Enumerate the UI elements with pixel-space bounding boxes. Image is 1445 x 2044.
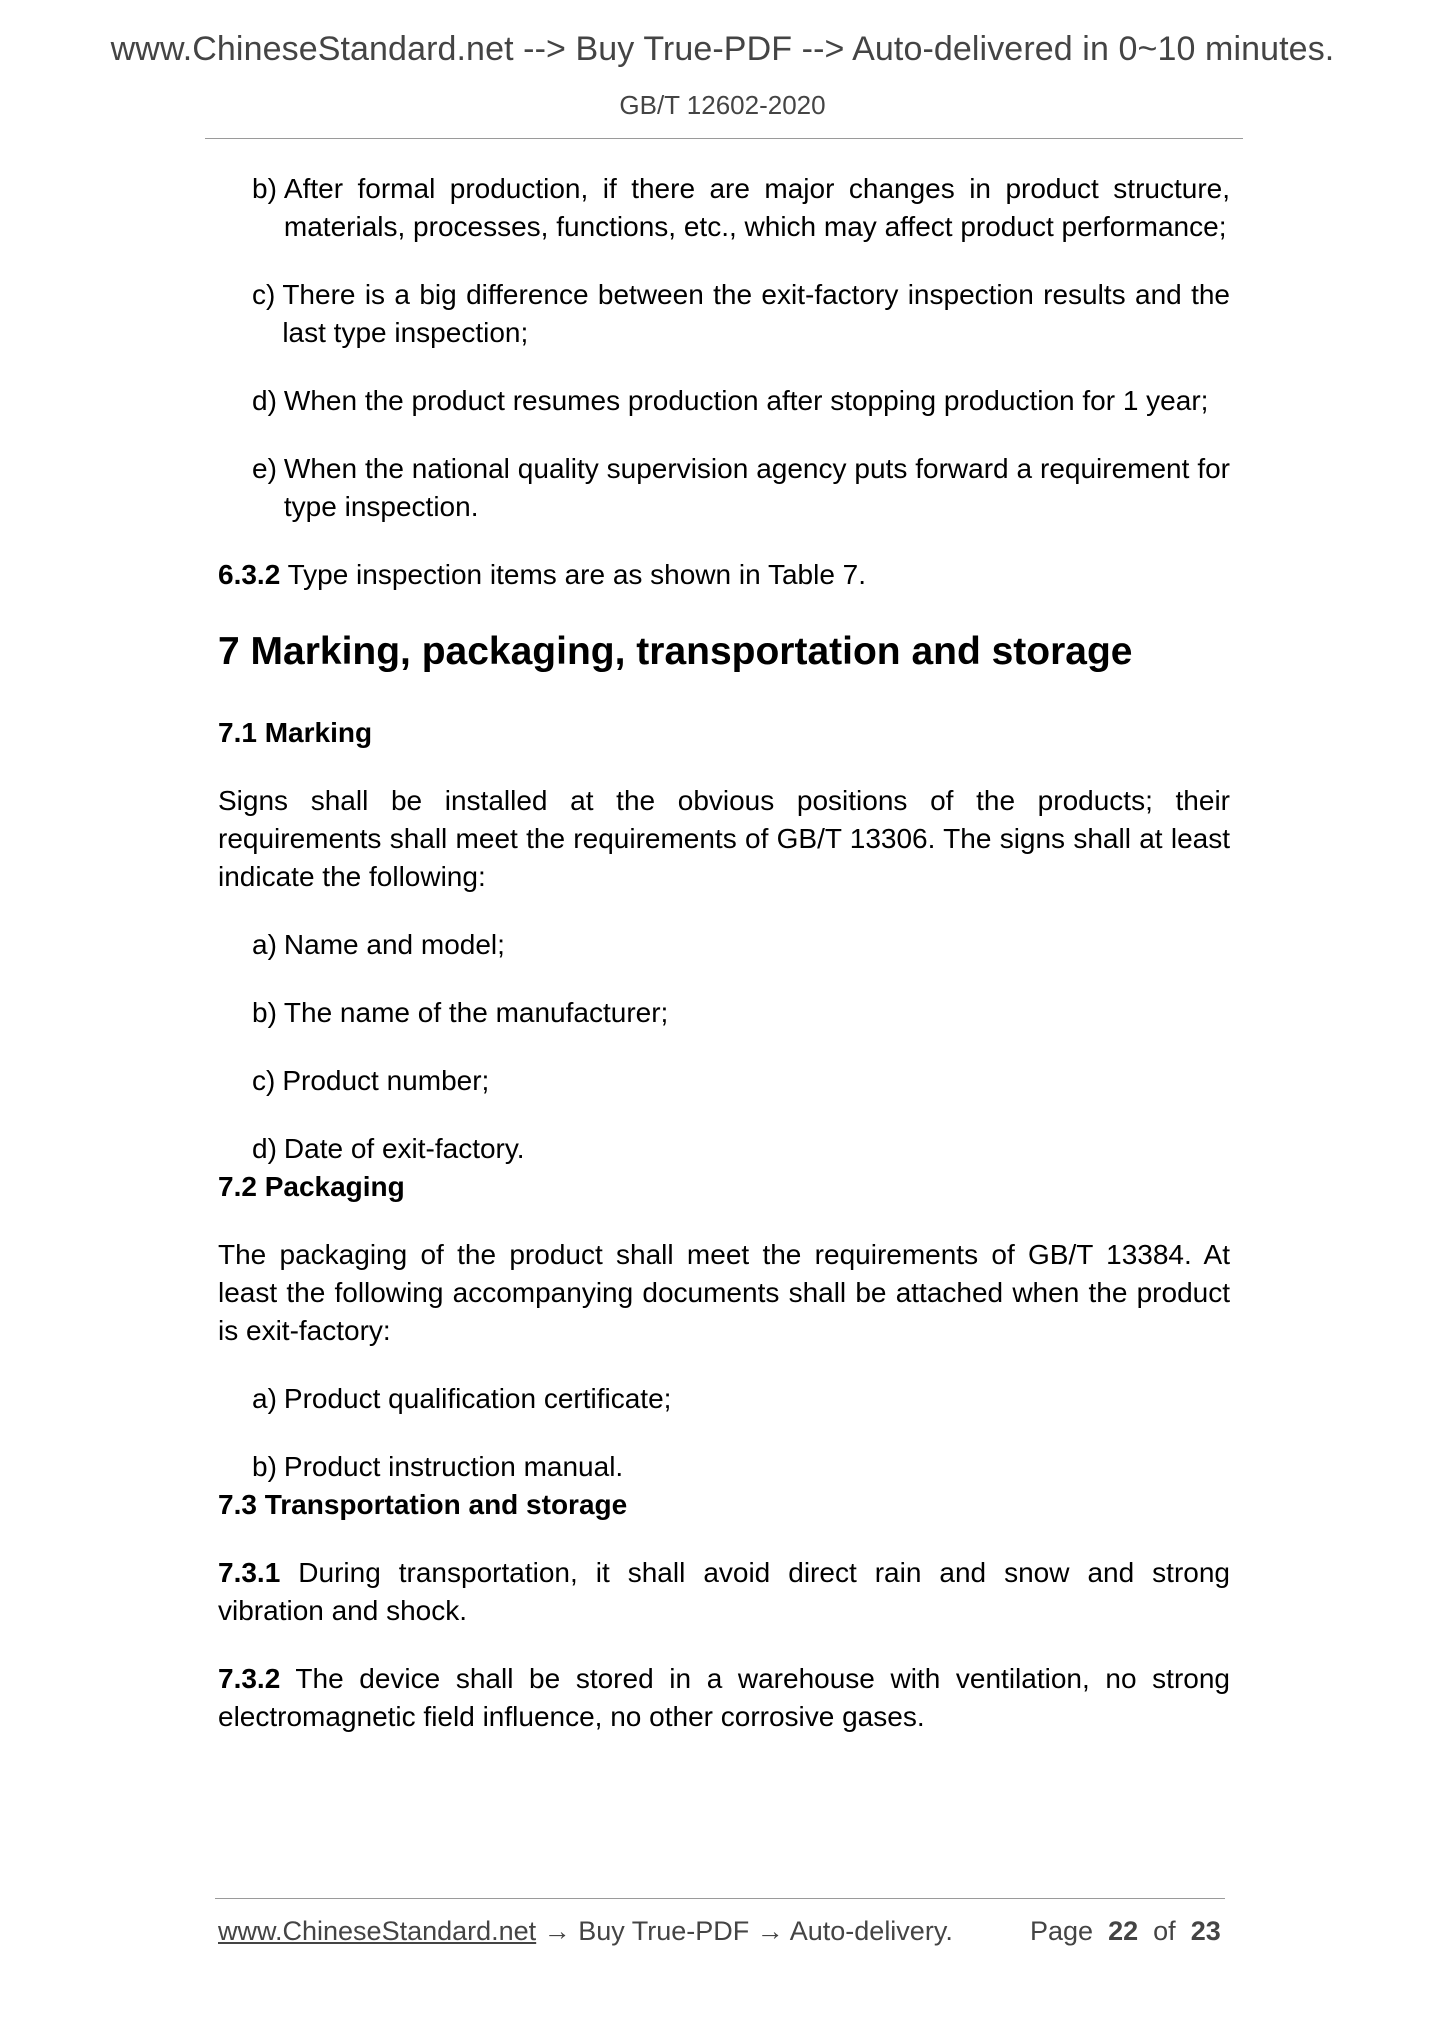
site-banner: www.ChineseStandard.net --> Buy True-PDF --> Auto-delivered in 0~10 minutes. [110, 30, 1335, 68]
page-total: 23 [1190, 1916, 1221, 1946]
list-item-label: c) [252, 279, 276, 310]
list-item-label: b) [252, 997, 277, 1028]
list-item [252, 170, 1230, 246]
list-item [252, 450, 1230, 526]
list-item-label: c) [252, 1065, 276, 1096]
section-heading-7: 7 Marking, packaging, transportation and storage [218, 630, 1133, 673]
list-item [252, 1448, 1230, 1486]
paragraph-marking: Signs shall be installed at the obvious positions of the products; their requirements shall meet the requirements of GB/T 13306. The signs shall at least indicate the following: [218, 785, 1230, 892]
clause-number: 7.3.1 [218, 1557, 281, 1588]
heading-7-1: 7.1 Marking [218, 717, 373, 748]
list-item-text: Name and model; [283, 929, 505, 960]
list-item-text: Date of exit-factory. [283, 1133, 525, 1164]
list-item [252, 1130, 1230, 1168]
clause-text: Type inspection items are as shown in Table 7. [287, 559, 867, 590]
heading-7-2: 7.2 Packaging [218, 1171, 405, 1202]
footer-divider [215, 1898, 1225, 1899]
list-item-text: Product number; [282, 1065, 490, 1096]
list-item-text: When the product resumes production after stopping production for 1 year; [283, 385, 1209, 416]
clause-number: 7.3.2 [218, 1663, 281, 1694]
clause-text: The device shall be stored in a warehouse with ventilation, no strong electromagnetic field influence, no other corrosive gases. [218, 1663, 1230, 1732]
list-item-label: d) [252, 1133, 277, 1164]
page-word: Page [1030, 1916, 1094, 1946]
page-indicator [1030, 1916, 1221, 1947]
clause-number: 6.3.2 [218, 559, 281, 590]
paragraph-packaging: The packaging of the product shall meet the requirements of GB/T 13384. At least the following accompanying documents shall be attached when the product is exit-factory: [218, 1239, 1230, 1346]
footer-promo-text: → Buy True-PDF → Auto-delivery. [536, 1916, 953, 1946]
list-item [252, 382, 1230, 420]
document-body [218, 170, 1230, 1736]
clause-7-3-2 [218, 1660, 1230, 1736]
list-item-label: b) [252, 1451, 277, 1482]
of-word: of [1153, 1916, 1176, 1946]
clause-text: During transportation, it shall avoid direct rain and snow and strong vibration and shock. [218, 1557, 1230, 1626]
list-item [252, 276, 1230, 352]
list-item-text: When the national quality supervision agency puts forward a requirement for type inspection. [283, 453, 1230, 522]
list-item [252, 1062, 1230, 1100]
page-number: 22 [1108, 1916, 1139, 1946]
list-item-text: After formal production, if there are major changes in product structure, materials, processes, functions, etc., which may affect product performance; [283, 173, 1230, 242]
list-item-text: There is a big difference between the exit-factory inspection results and the last type inspection; [282, 279, 1230, 348]
list-item [252, 926, 1230, 964]
list-item-label: b) [252, 173, 277, 204]
list-item [252, 994, 1230, 1032]
standard-code: GB/T 12602-2020 [619, 90, 826, 120]
list-item-text: Product qualification certificate; [283, 1383, 672, 1414]
footer-promo [218, 1916, 953, 1947]
list-item-label: e) [252, 453, 277, 484]
heading-7-3: 7.3 Transportation and storage [218, 1489, 628, 1520]
list-item-label: a) [252, 1383, 277, 1414]
list-item-label: a) [252, 929, 277, 960]
list-item [252, 1380, 1230, 1418]
header-divider [205, 138, 1243, 139]
site-link[interactable]: www.ChineseStandard.net [218, 1916, 537, 1946]
clause-6-3-2 [218, 556, 1230, 594]
list-item-text: The name of the manufacturer; [283, 997, 669, 1028]
list-item-text: Product instruction manual. [283, 1451, 624, 1482]
clause-7-3-1 [218, 1554, 1230, 1630]
list-item-label: d) [252, 385, 277, 416]
